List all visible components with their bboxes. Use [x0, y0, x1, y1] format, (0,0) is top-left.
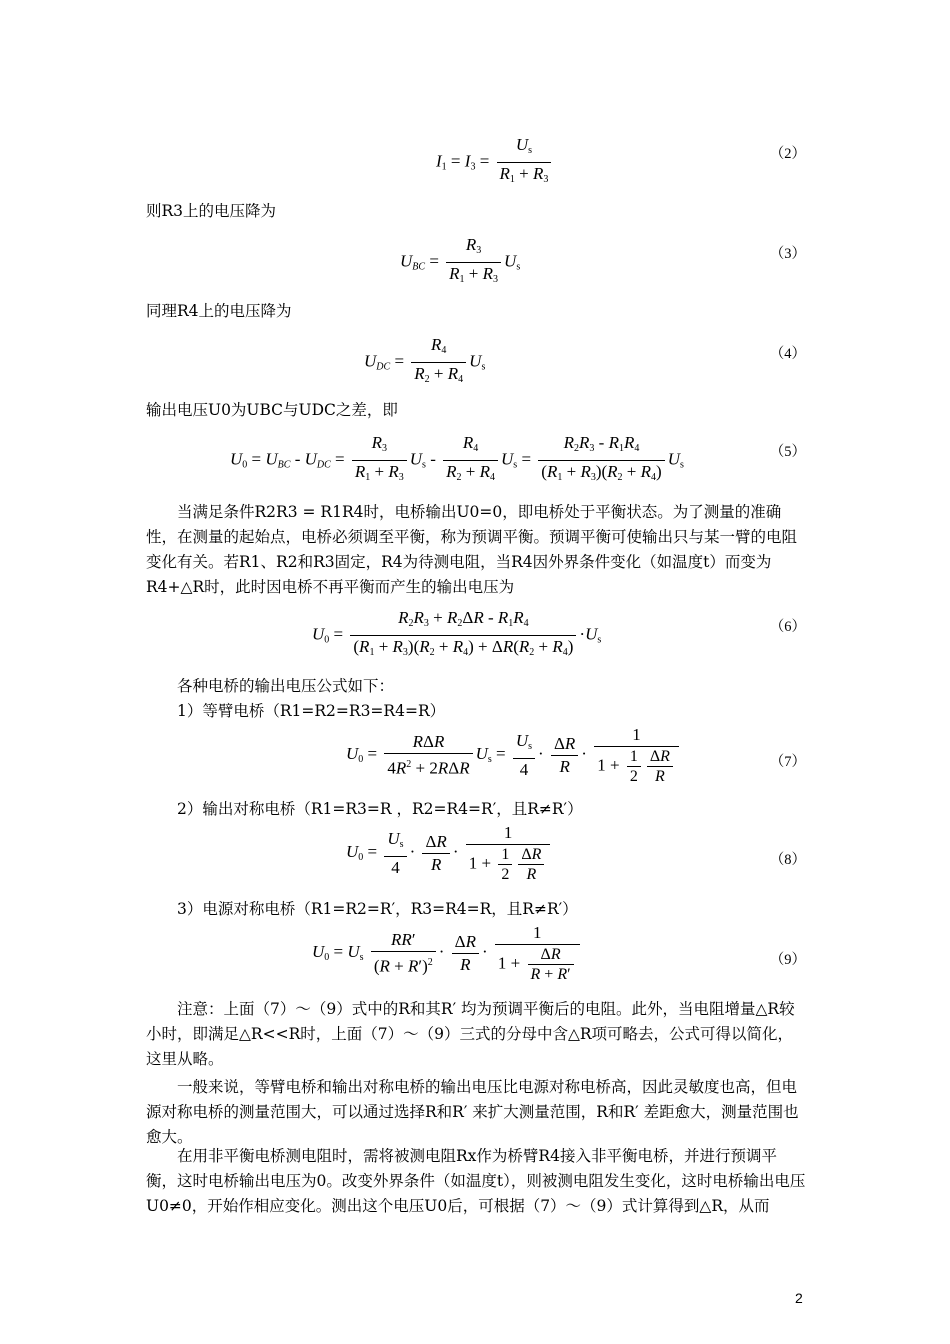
equation-9: $U_0 = U_s$ $\frac{RR'}{(R + R')^2}$ · $\frac{\Delta R}{R}$ · 1 1 + $\frac{\Delta R}{R + R'}$ （9）	[312, 923, 806, 983]
paragraph-r4-drop	[146, 299, 806, 324]
paragraph-text: 各种电桥的输出电压公式如下：	[177, 677, 395, 695]
paragraph-note	[146, 997, 806, 1072]
equation-number: （6）	[769, 619, 806, 635]
paragraph-text: 输出电压U0为UBC与UDC之差，即	[146, 401, 398, 419]
paragraph-output-voltage	[146, 398, 806, 423]
list-item-text: 1）等臂电桥（R1=R2=R3=R4=R）	[177, 702, 446, 720]
paragraph-text: 一般来说，等臂电桥和输出对称电桥的输出电压比电源对称电桥高，因此灵敏度也高，但电源对称电桥的测量范围大，可以通过选择R和R′ 来扩大测量范围，R和R′ 差距愈大，测量范围也愈大。	[146, 1078, 799, 1146]
paragraph-text: 在用非平衡电桥测电阻时，需将被测电阻Rx作为桥臂R4接入非平衡电桥，并进行预调平衡，这时电桥输出电压为0。改变外界条件（如温度t），则被测电阻发生变化，这时电桥输出电压U0≠0，开始作相应变化。测出这个电压U0后，可根据（7）～（9）式计算得到△R，从而	[146, 1147, 806, 1215]
equation-5: $U_0 = U_{BC} - U_{DC}$ = $\frac{R_3}{R_1 + R_3}$ $U_s$ - $\frac{R_4}{R_2 + R_4}$ $U_s$ = $\frac{R_2R_3 - R_1R_4}{(R_1 + R_3)(R_2 + R_4)}$ $U_s$ （5）	[230, 433, 806, 483]
page-number: 2	[795, 1290, 803, 1306]
equation-number: （5）	[769, 444, 806, 460]
equation-8: $U_0$ = $\frac{U_s}{4}$ · $\frac{\Delta R}{R}$ · 1 1 + $\frac{1}{2}$ $\frac{\Delta R}{R}$ （8）	[346, 823, 806, 883]
equation-number: （9）	[769, 952, 806, 968]
paragraph-text: 注意：上面（7）～（9）式中的R和其R′ 均为预调平衡后的电阻。此外，当电阻增量△R较小时，即满足△R<<R时，上面（7）～（9）三式的分母中含△R项可略去，公式可得以简化，这里从略。	[146, 1000, 795, 1068]
equation-2: $I_1 = I_3$ = $\frac{U_s}{R_1 + R_3}$ （2）	[436, 135, 806, 185]
equation-number: （2）	[769, 146, 806, 162]
equation-number: （4）	[769, 346, 806, 362]
paragraph-r3-drop	[146, 199, 806, 224]
list-item-text: 2）输出对称电桥（R1=R3=R ，R2=R4=R′，且R≠R′）	[177, 800, 583, 818]
list-item-output-symmetric	[177, 797, 837, 822]
equation-number: （3）	[769, 246, 806, 262]
paragraph-text: 同理R4上的电压降为	[146, 302, 292, 320]
equation-6: $U_0$ = $\frac{R_2R_3 + R_2\Delta R - R_1R_4}{(R_1 + R_3)(R_2 + R_4) + \Delta R(R_2 + R_4)}$ $\cdot U_s$ （6）	[312, 608, 806, 658]
list-item-text: 3）电源对称电桥（R1=R2=R′，R3=R4=R，且R≠R′）	[177, 900, 578, 918]
paragraph-text: 则R3上的电压降为	[146, 202, 277, 220]
paragraph-balance	[146, 500, 806, 600]
paragraph-text: 当满足条件R2R3 = R1R4时，电桥输出U0=0，即电桥处于平衡状态。为了测量的准确性，在测量的起始点，电桥必须调至平衡，称为预调平衡。预调平衡可使输出只与某一臂的电阻变化有关。若R1、R2和R3固定，R4为待测电阻，当R4因外界条件变化（如温度t）而变为R4+△R时，此时因电桥不再平衡而产生的输出电压为	[146, 503, 798, 596]
list-item-equal-arm	[177, 699, 837, 724]
equation-number: （8）	[769, 852, 806, 868]
equation-number: （7）	[769, 754, 806, 770]
paragraph-general	[146, 1075, 806, 1150]
list-item-source-symmetric	[177, 897, 837, 922]
paragraph-usage	[146, 1144, 806, 1219]
equation-4: $U_{DC}$ = $\frac{R_4}{R_2 + R_4}$ $U_s$ （4）	[364, 335, 806, 385]
paragraph-formulas-intro	[177, 674, 837, 699]
equation-3: $U_{BC}$ = $\frac{R_3}{R_1 + R_3}$ $U_s$ （3）	[400, 235, 806, 285]
equation-7: $U_0$ = $\frac{\text{RΔR}}{4R^2 + 2R\Delta R}$ $U_s$ = $\frac{U_s}{4}$ · $\frac{\Delta R}{R}$ · 1 1 + $\frac{1}{2}$ $\frac{\Delta R}{R}$ （7）	[346, 725, 806, 785]
